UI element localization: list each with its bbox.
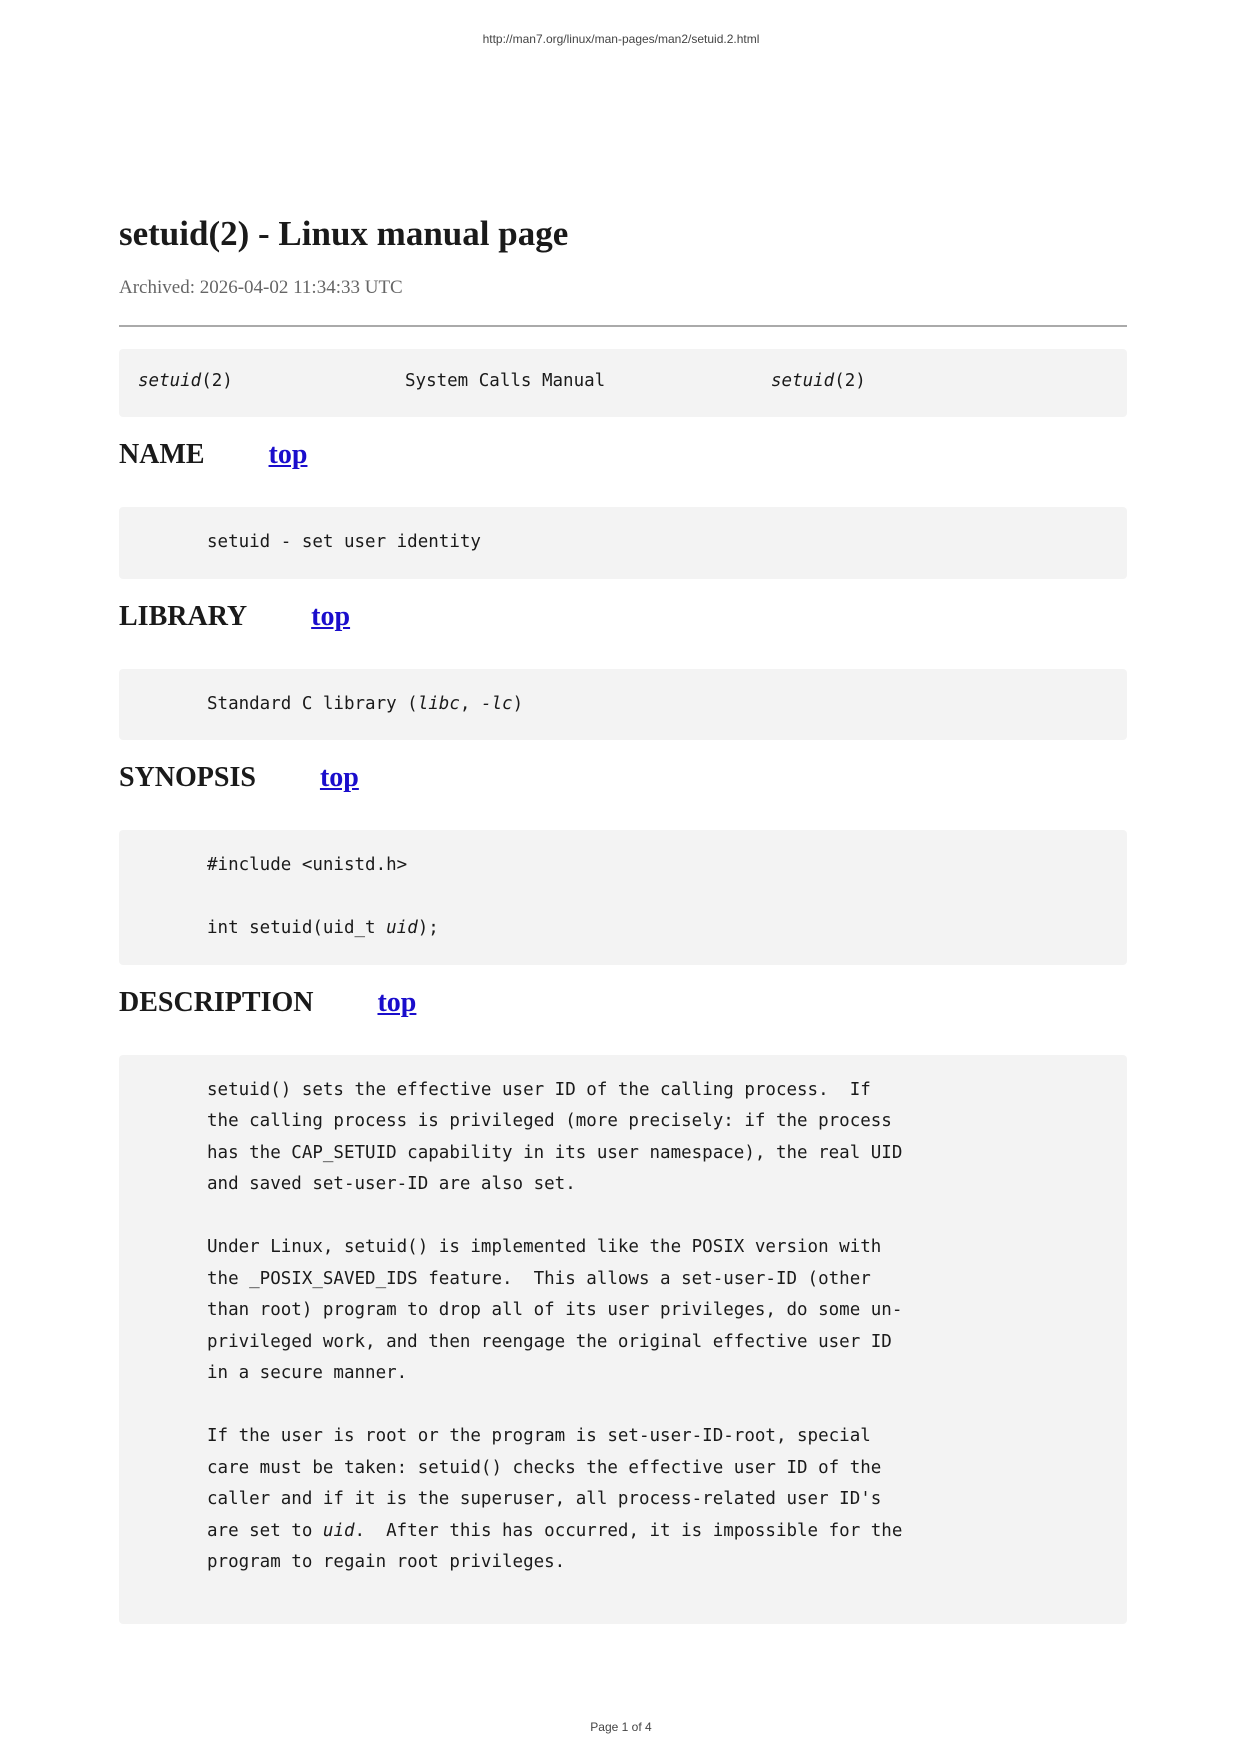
page-url: http://man7.org/linux/man-pages/man2/setuid.2.html	[482, 32, 760, 46]
p3-text-a: If the user is root or the program is set-user-ID-root, special care must be taken: setuid() checks the effective user ID of the caller and if it is the superuser, all process-related user ID's are set to	[207, 1426, 882, 1541]
p3-text-b: . After this has occurred, it is impossible for the program to regain root privileges.	[207, 1520, 903, 1572]
top-link[interactable]: top	[268, 439, 308, 470]
section-title: NAME	[119, 439, 205, 470]
section-heading-description	[119, 987, 1127, 1039]
library-sep: ,	[459, 693, 481, 714]
description-paragraph: Under Linux, setuid() is implemented like the POSIX version with the _POSIX_SAVED_IDS feature. This allows a set-user-ID (other than root) program to drop all of its user privileges, do some un- privileged work, and then reengage the original effective user ID in a secure manner.	[207, 1237, 903, 1383]
divider	[119, 325, 1127, 327]
description-section-body	[119, 1055, 1127, 1624]
man-header-bar	[119, 349, 1127, 417]
header-left-section: (2)	[201, 371, 233, 391]
p3-uid: uid	[322, 1520, 355, 1541]
header-right	[771, 371, 866, 391]
section-title: SYNOPSIS	[119, 762, 256, 793]
section-heading-library	[119, 601, 1127, 653]
top-link[interactable]: top	[311, 600, 351, 632]
synopsis-prototype	[207, 913, 1127, 945]
header-center: System Calls Manual	[405, 371, 606, 391]
archived-timestamp: Archived: 2026-04-02 11:34:33 UTC	[119, 277, 403, 298]
proto-prefix: int setuid(uid_t	[207, 918, 387, 938]
library-prefix: Standard C library (	[207, 693, 418, 714]
library-lc: -lc	[480, 693, 513, 714]
section-title: LIBRARY	[119, 600, 248, 632]
library-section-body	[119, 669, 1127, 741]
description-paragraph	[207, 1421, 1127, 1579]
proto-suffix: );	[417, 918, 439, 938]
top-link[interactable]: top	[319, 762, 359, 793]
proto-arg: uid	[386, 918, 418, 938]
synopsis-include: #include <unistd.h>	[207, 855, 408, 875]
name-section-body	[119, 507, 1127, 579]
page-number: Page 1 of 4	[590, 1720, 652, 1734]
page-title: setuid(2) - Linux manual page	[119, 214, 569, 253]
header-right-name: setuid	[771, 371, 835, 391]
man-page-content	[119, 210, 1127, 1624]
description-paragraph: setuid() sets the effective user ID of the calling process. If the calling process is privileged (more precisely: if the process has the CAP_SETUID capability in its user namespace), the real UID and saved set-user-ID are also set.	[207, 1079, 903, 1194]
header-left-name: setuid	[138, 371, 202, 391]
section-heading-synopsis	[119, 762, 1127, 814]
header-right-section: (2)	[834, 371, 866, 391]
section-title: DESCRIPTION	[119, 986, 314, 1018]
library-suffix: )	[512, 693, 524, 714]
section-heading-name	[119, 439, 1127, 491]
synopsis-section-body	[119, 830, 1127, 965]
top-link[interactable]: top	[377, 986, 417, 1018]
name-text: setuid - set user identity	[207, 532, 481, 552]
header-left	[138, 371, 233, 391]
library-libc: libc	[417, 693, 460, 714]
